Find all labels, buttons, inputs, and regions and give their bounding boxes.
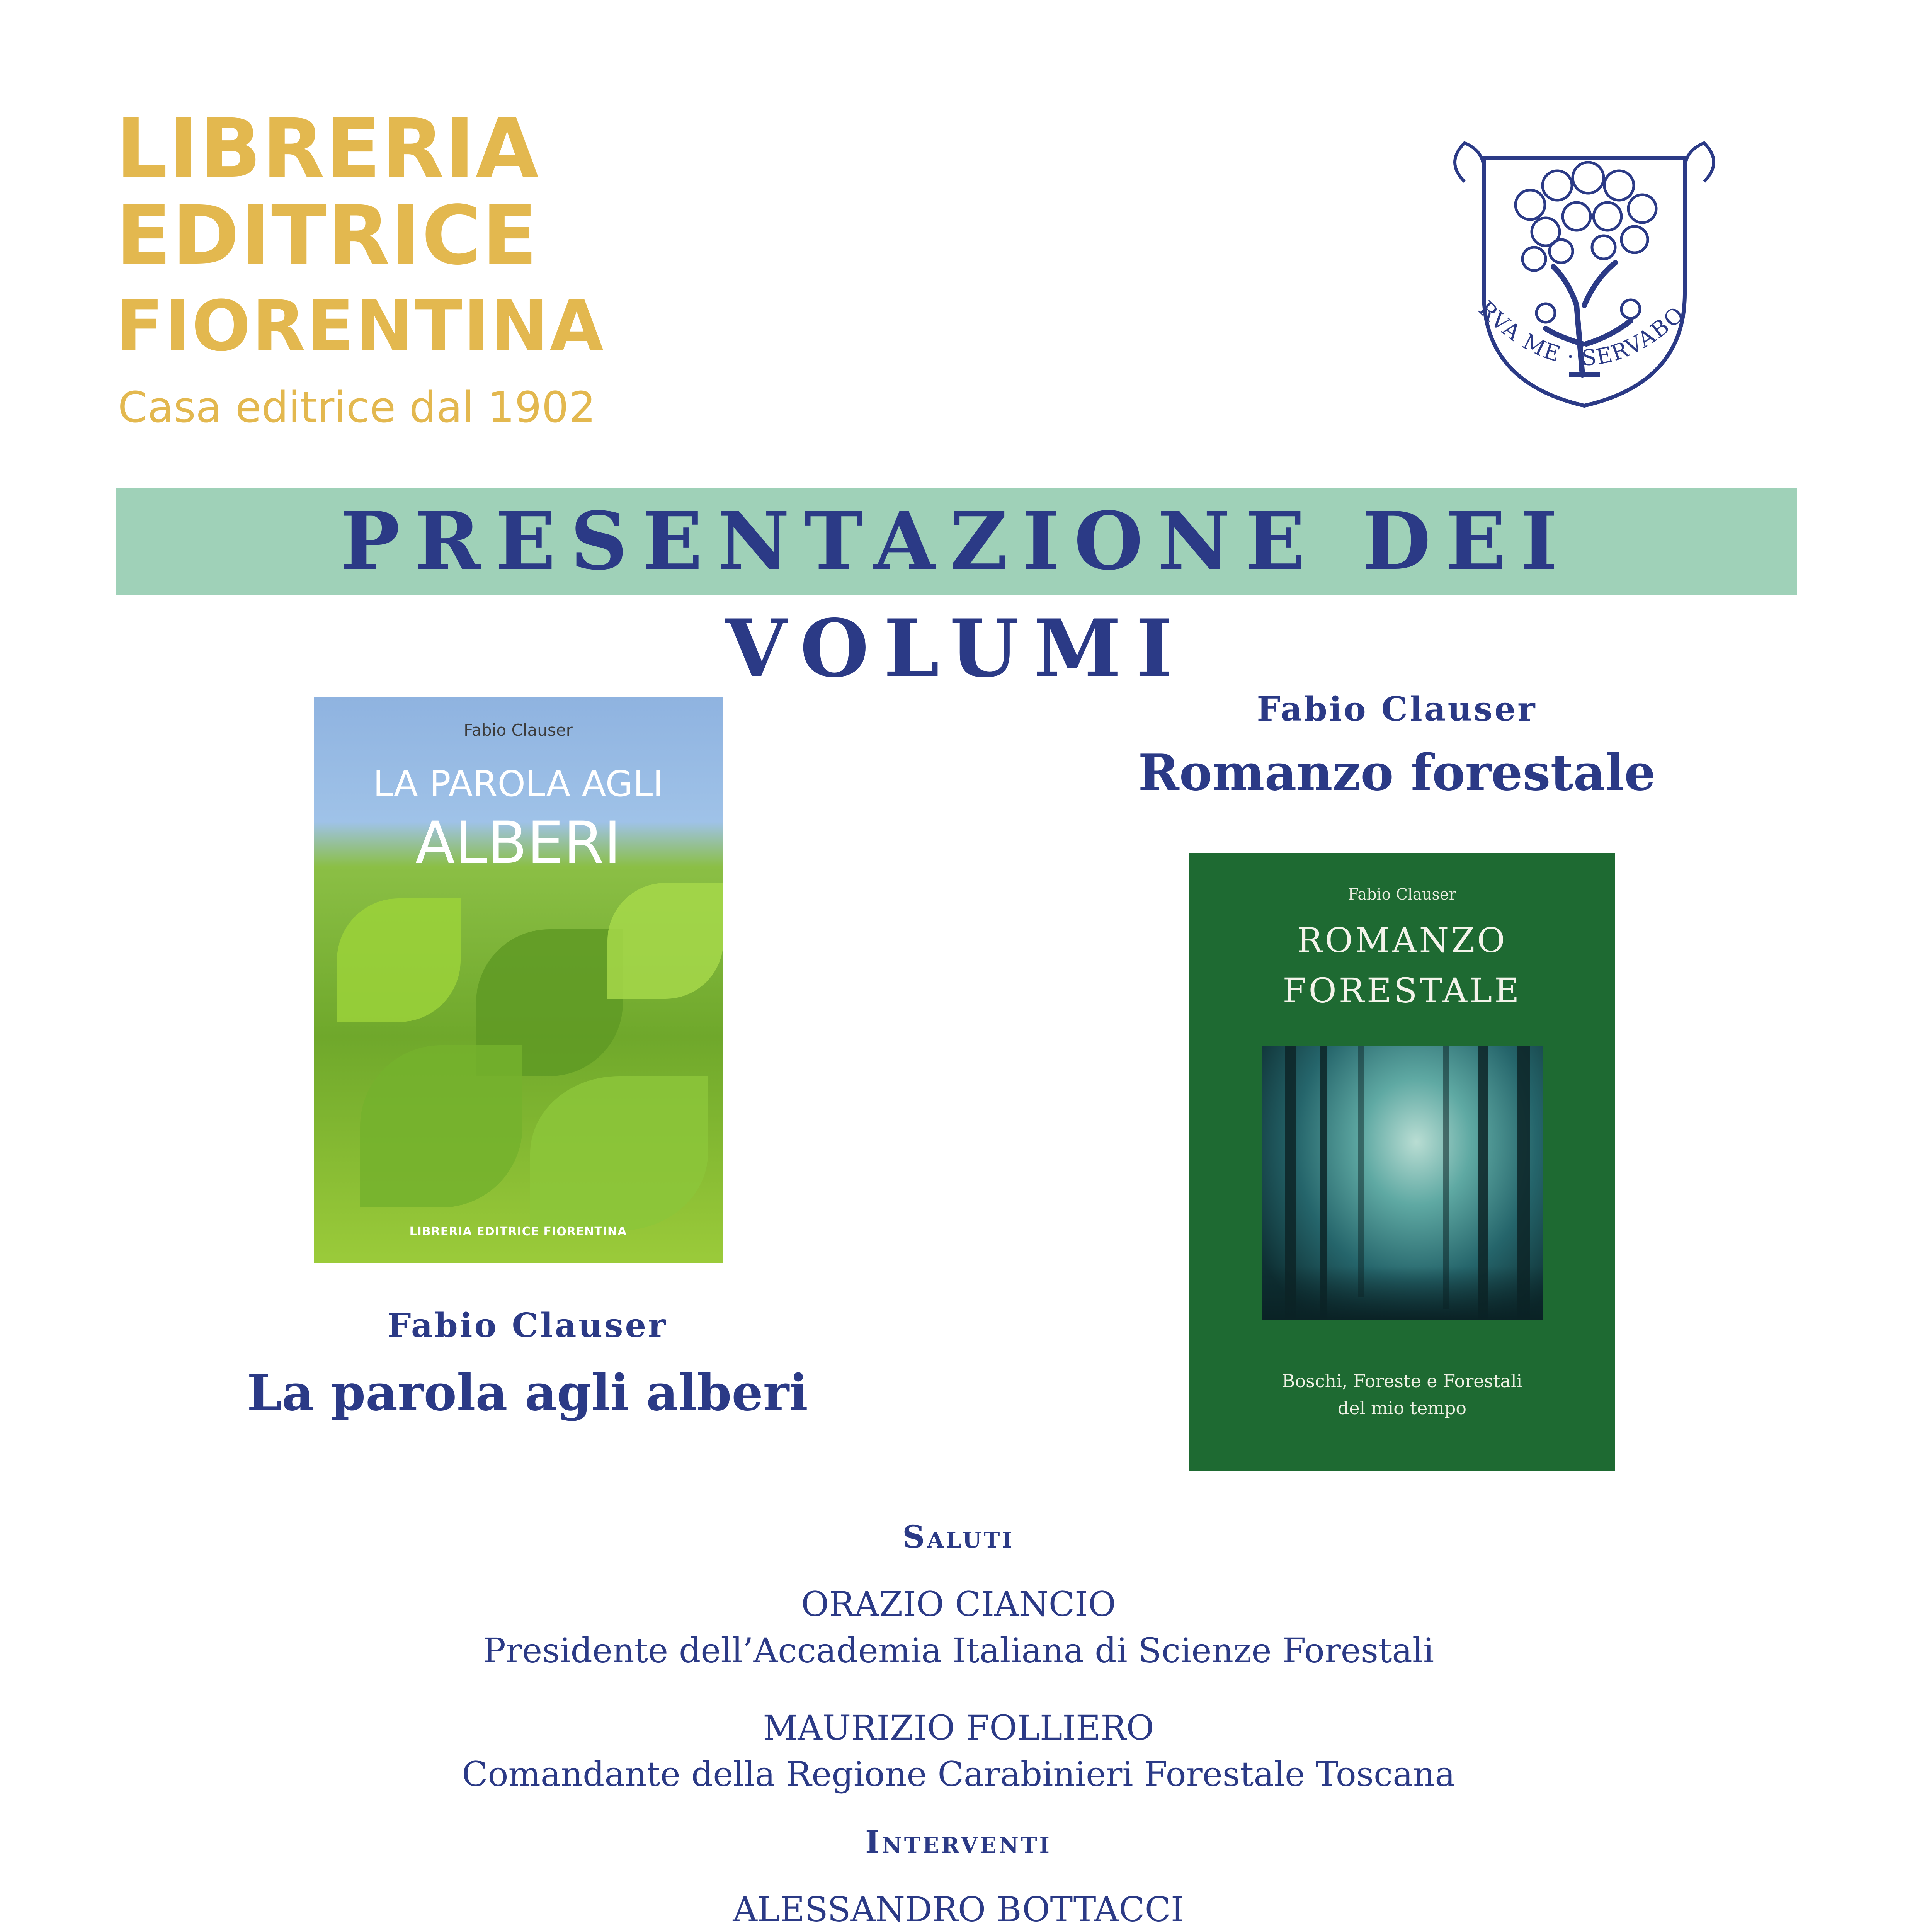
banner-title: PRESENTAZIONE DEI VOLUMI	[340, 495, 1572, 695]
speaker-name: ORAZIO CIANCIO	[801, 1584, 1116, 1624]
cover1-author: Fabio Clauser	[464, 721, 573, 740]
cover1-title-line1: LA PAROLA AGLI	[373, 763, 663, 804]
book1-author: Fabio Clauser	[387, 1306, 668, 1345]
cover1-title-line2: ALBERI	[415, 810, 621, 877]
speaker-role: Presidente dell’Accademia Italiana di Scienze Forestali	[483, 1631, 1434, 1670]
publisher-line1: LIBRERIA	[116, 101, 539, 196]
publisher-line3: FIORENTINA	[116, 286, 605, 367]
emblem-motto: RVA ME · SERVABO	[1473, 296, 1690, 371]
book1-title: La parola agli alberi	[247, 1364, 808, 1422]
tree-emblem-icon	[1430, 128, 1739, 421]
publisher-line2: EDITRICE	[116, 188, 538, 283]
cover2-title-line1: ROMANZO	[1297, 920, 1507, 960]
speaker-name: MAURIZIO FOLLIERO	[763, 1708, 1154, 1748]
cover2-subtitle-line2: del mio tempo	[1337, 1398, 1467, 1418]
book2-title: Romanzo forestale	[1138, 744, 1656, 802]
cover1-publisher: LIBRERIA EDITRICE FIORENTINA	[409, 1225, 627, 1238]
cover2-title-line2: FORESTALE	[1283, 971, 1522, 1010]
book-cover-la-parola-agli-alberi	[314, 697, 723, 1263]
cover2-author: Fabio Clauser	[1348, 886, 1456, 903]
forest-photo	[1262, 1046, 1543, 1320]
speaker-name: ALESSANDRO BOTTACCI	[733, 1889, 1184, 1929]
book2-author: Fabio Clauser	[1257, 690, 1537, 729]
speaker-role: Comandante della Regione Carabinieri Forestale Toscana	[462, 1754, 1455, 1794]
interventi-heading: Interventi	[865, 1824, 1052, 1860]
saluti-heading: Saluti	[902, 1519, 1015, 1555]
cover2-subtitle-line1: Boschi, Foreste e Forestali	[1282, 1371, 1522, 1391]
book-cover-romanzo-forestale	[1189, 853, 1615, 1471]
publisher-tagline: Casa editrice dal 1902	[118, 383, 596, 432]
